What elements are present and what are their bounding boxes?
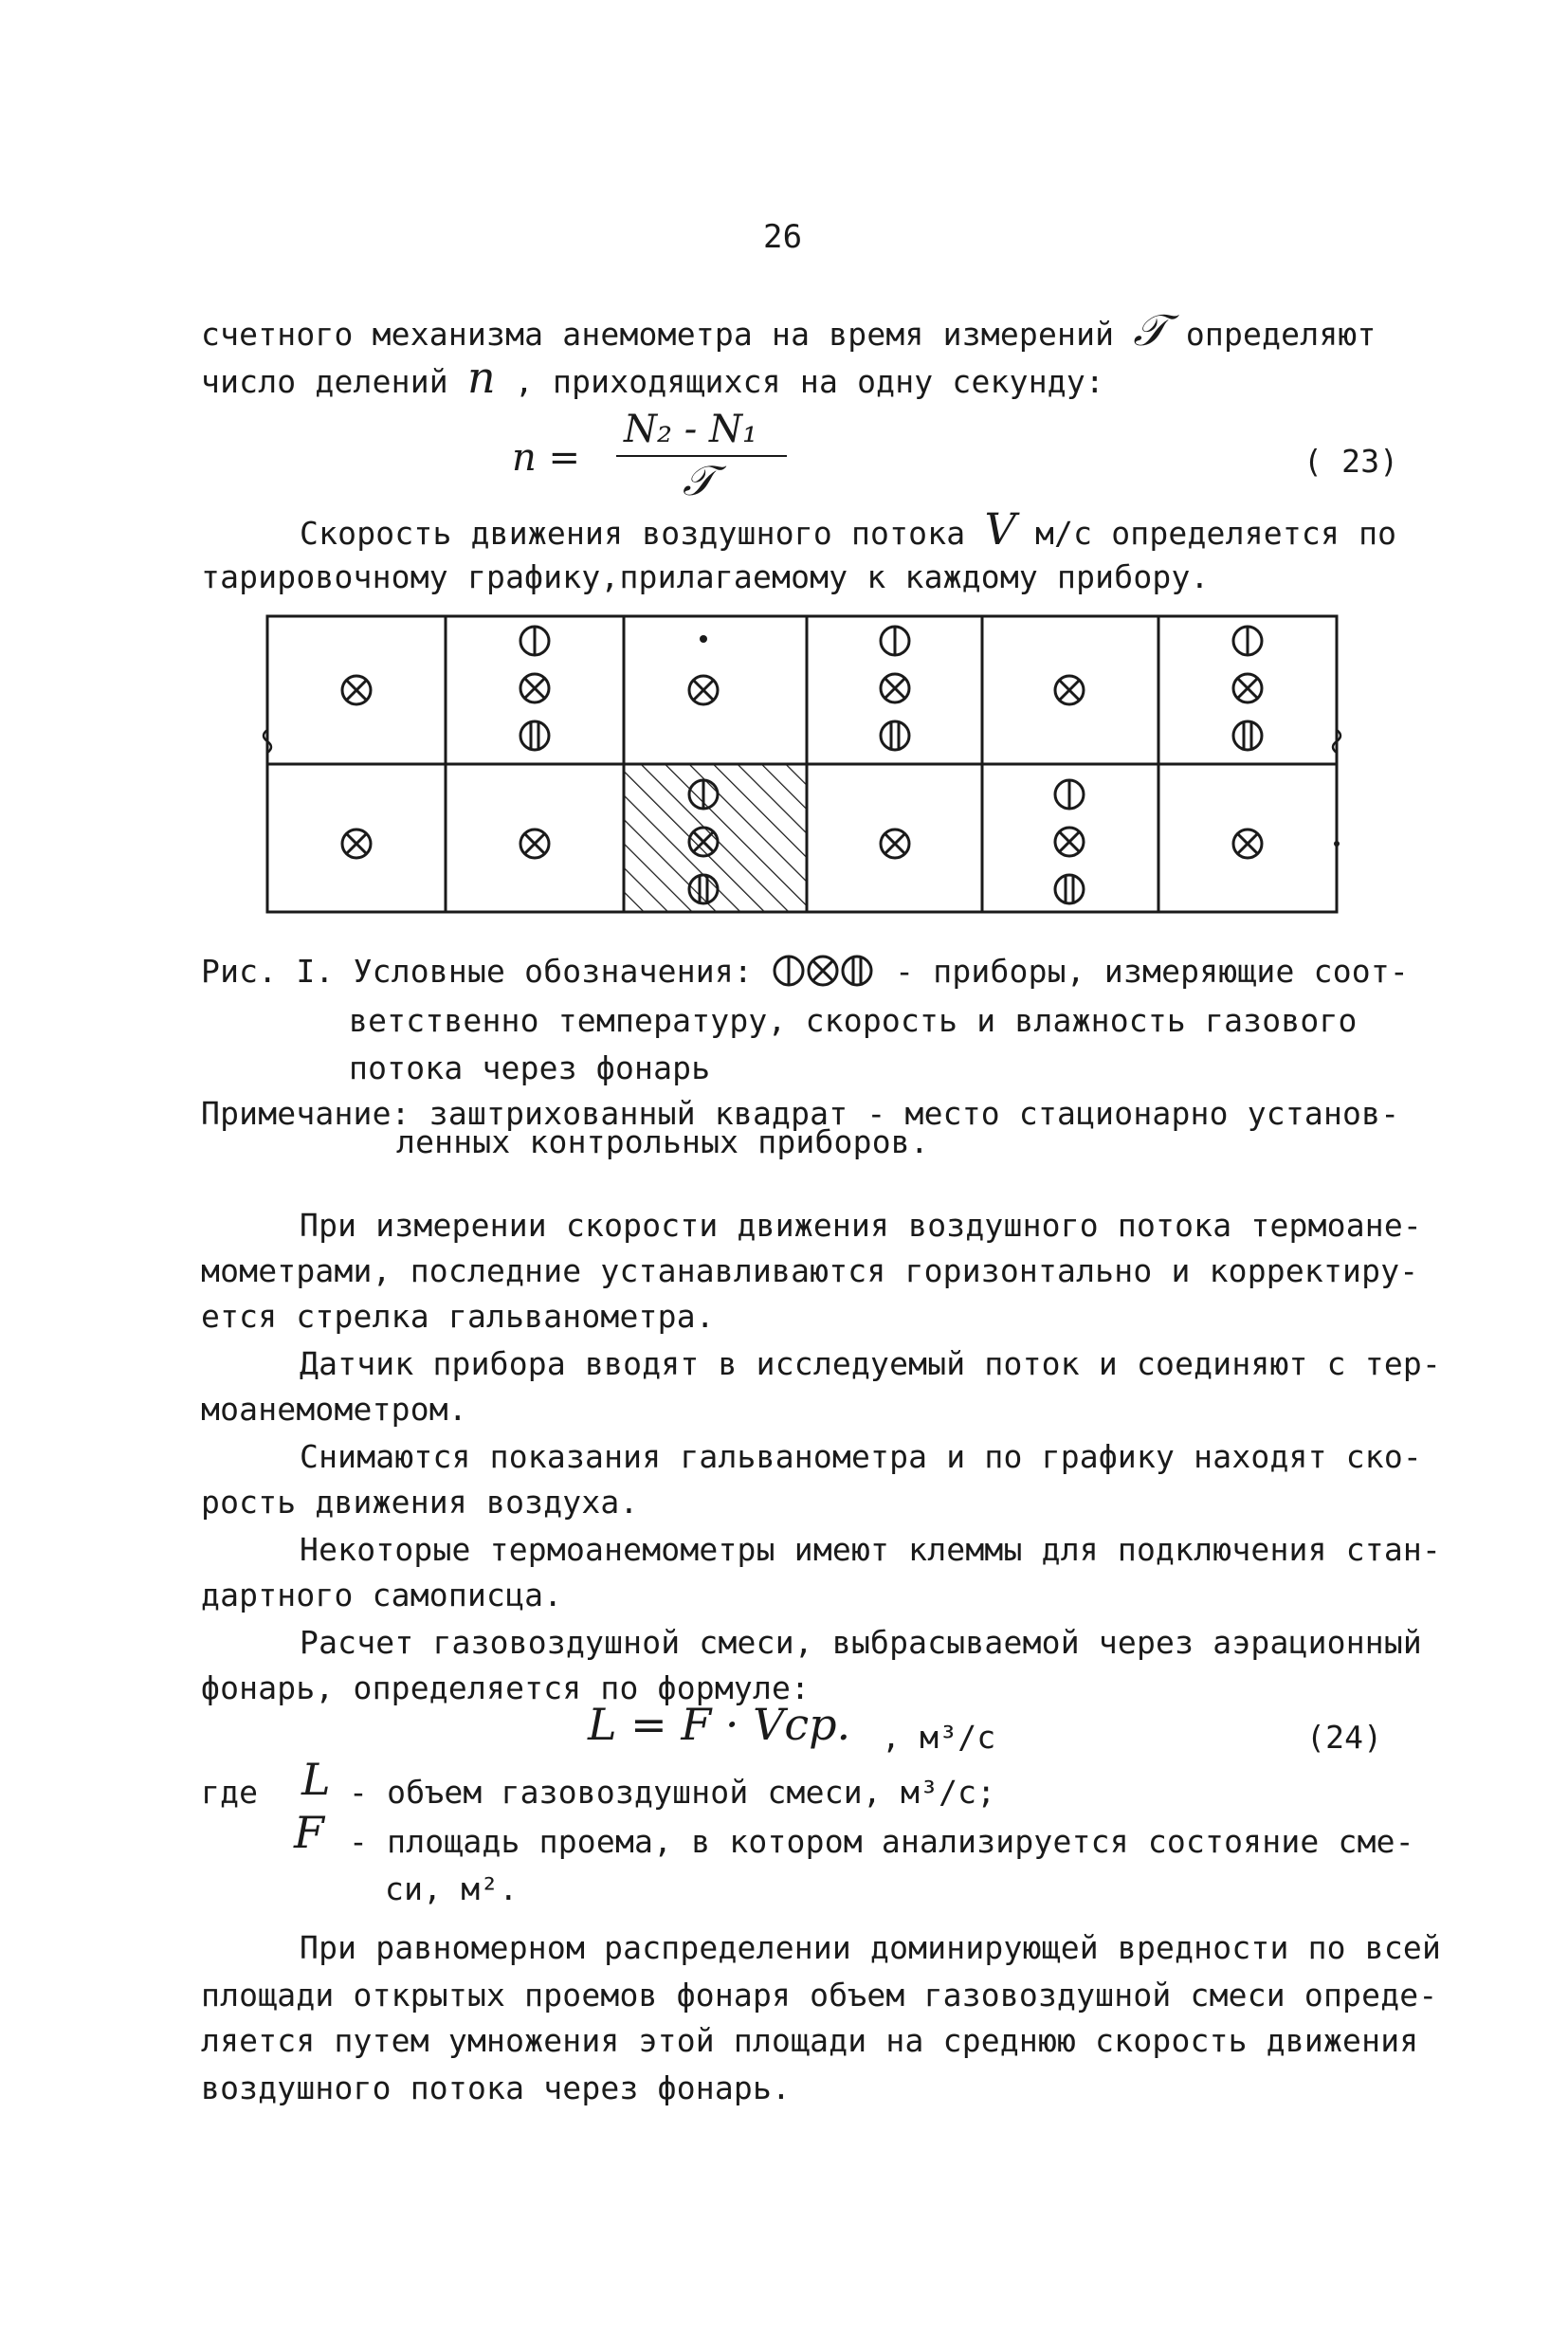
temperature-sensor-icon [1055, 780, 1084, 809]
formula-23-denominator: 𝒯 [683, 457, 715, 505]
speed-line-1 [300, 503, 1397, 556]
legend-temperature-icon [775, 957, 803, 985]
page-number: 26 [763, 218, 803, 256]
figure-caption-line-2: ветственно температуру, скорость и влажность газового [349, 1002, 1358, 1039]
velocity-sensor-icon [520, 829, 549, 858]
formula-24-expression: L = F · Vср. [588, 1699, 851, 1750]
legend-velocity-icon [809, 957, 837, 985]
velocity-sensor-icon [1233, 829, 1262, 858]
intro-line-2 [201, 352, 1104, 405]
temperature-sensor-icon [520, 627, 549, 655]
humidity-sensor-icon [520, 721, 549, 750]
speed-line-1-text-b: м/с определяется по [1034, 515, 1397, 552]
formula-23 [512, 408, 796, 512]
speed-line-1-text-a: Скорость движения воздушного потока [300, 515, 966, 552]
paragraph-line: Снимаются показания гальванометра и по графику находят ско- [300, 1438, 1422, 1475]
final-paragraph-line: При равномерном распределении доминирующей вредности по всей [300, 1929, 1442, 1966]
velocity-sensor-icon [1055, 828, 1084, 856]
formula-24-number: (24) [1306, 1719, 1383, 1756]
velocity-sensor-icon [520, 674, 549, 702]
paragraph-line: При измерении скорости движения воздушного потока термоане- [300, 1207, 1422, 1244]
paragraph-line: дартного самописца. [201, 1576, 563, 1613]
velocity-sensor-icon [342, 829, 371, 858]
speed-line-2: тарировочному графику,прилагаемому к каждому прибору. [201, 558, 1210, 595]
paragraph-line: ется стрелка гальванометра. [201, 1298, 715, 1335]
humidity-sensor-icon [1233, 721, 1262, 750]
figure-caption-legend-title: Условные обозначения: [353, 953, 753, 990]
formula-23-lhs: n = [512, 436, 580, 480]
v-symbol: V [984, 503, 1016, 555]
figure-caption-line-1 [201, 948, 1409, 994]
paragraph-line: Некоторые термоанемометры имеют клеммы для подключения стан- [300, 1531, 1442, 1568]
f-symbol: F [294, 1807, 324, 1858]
intro-line-2-text-b: , приходящихся на одну секунду: [514, 363, 1104, 400]
figure-caption-desc: - приборы, измеряющие соот- [895, 953, 1409, 990]
velocity-sensor-icon [689, 676, 718, 704]
humidity-sensor-icon [1055, 875, 1084, 903]
velocity-sensor-icon [881, 674, 909, 702]
f-definition-line-1: - площадь проема, в котором анализируется состояние сме- [349, 1823, 1414, 1860]
l-definition: - объем газовоздушной смеси, м³/с; [349, 1774, 996, 1811]
formula-23-number: ( 23) [1304, 443, 1399, 480]
paragraph-line: Расчет газовоздушной смеси, выбрасываемой через аэрационный [300, 1624, 1422, 1661]
intro-line-1 [201, 304, 1377, 357]
paragraph-line: Датчик прибора вводят в исследуемый поток и соединяют с тер- [300, 1345, 1442, 1382]
tau-symbol: 𝒯 [1133, 304, 1167, 355]
figure-caption-label: Рис. I. [201, 953, 335, 990]
temperature-sensor-icon [1233, 627, 1262, 655]
paragraph-line: моанемометром. [201, 1391, 467, 1428]
dot-mark [700, 635, 707, 643]
figure-note-line-2: ленных контрольных приборов. [396, 1123, 929, 1160]
where-label: где [201, 1774, 259, 1811]
f-definition-line-2: си, м². [385, 1870, 519, 1907]
temperature-sensor-icon [881, 627, 909, 655]
figure-caption-line-3: потока через фонарь [349, 1049, 711, 1086]
velocity-sensor-icon [342, 676, 371, 704]
final-paragraph-line: ляется путем умножения этой площади на среднюю скорость движения [201, 2022, 1419, 2059]
intro-line-2-text-a: число делений [201, 363, 448, 400]
measurement-grid-figure [256, 597, 1346, 929]
velocity-sensor-icon [1055, 676, 1084, 704]
paragraph-line: фонарь, определяется по формуле: [201, 1669, 811, 1706]
velocity-sensor-icon [881, 829, 909, 858]
figure-note-line-1: Примечание: заштрихованный квадрат - место стационарно установ- [201, 1095, 1400, 1132]
legend-humidity-icon [843, 957, 871, 985]
intro-line-1-text-a: счетного механизма анемометра на время измерений [201, 316, 1115, 353]
right-edge-dot [1334, 841, 1340, 847]
formula-23-numerator: N₂ - N₁ [624, 408, 758, 451]
paragraph-line: рость движения воздуха. [201, 1484, 639, 1521]
velocity-sensor-icon [1233, 674, 1262, 702]
final-paragraph-line: воздушного потока через фонарь. [201, 2069, 792, 2106]
legend-symbols [772, 954, 876, 988]
final-paragraph-line: площади открытых проемов фонаря объем газовоздушной смеси опреде- [201, 1977, 1438, 2014]
l-symbol: L [301, 1754, 331, 1805]
paragraph-line: мометрами, последние устанавливаются горизонтально и корректиру- [201, 1252, 1419, 1289]
intro-line-1-text-b: определяют [1185, 316, 1377, 353]
n-symbol: n [466, 352, 496, 403]
humidity-sensor-icon [881, 721, 909, 750]
formula-24-unit: , м³/с [882, 1719, 996, 1756]
